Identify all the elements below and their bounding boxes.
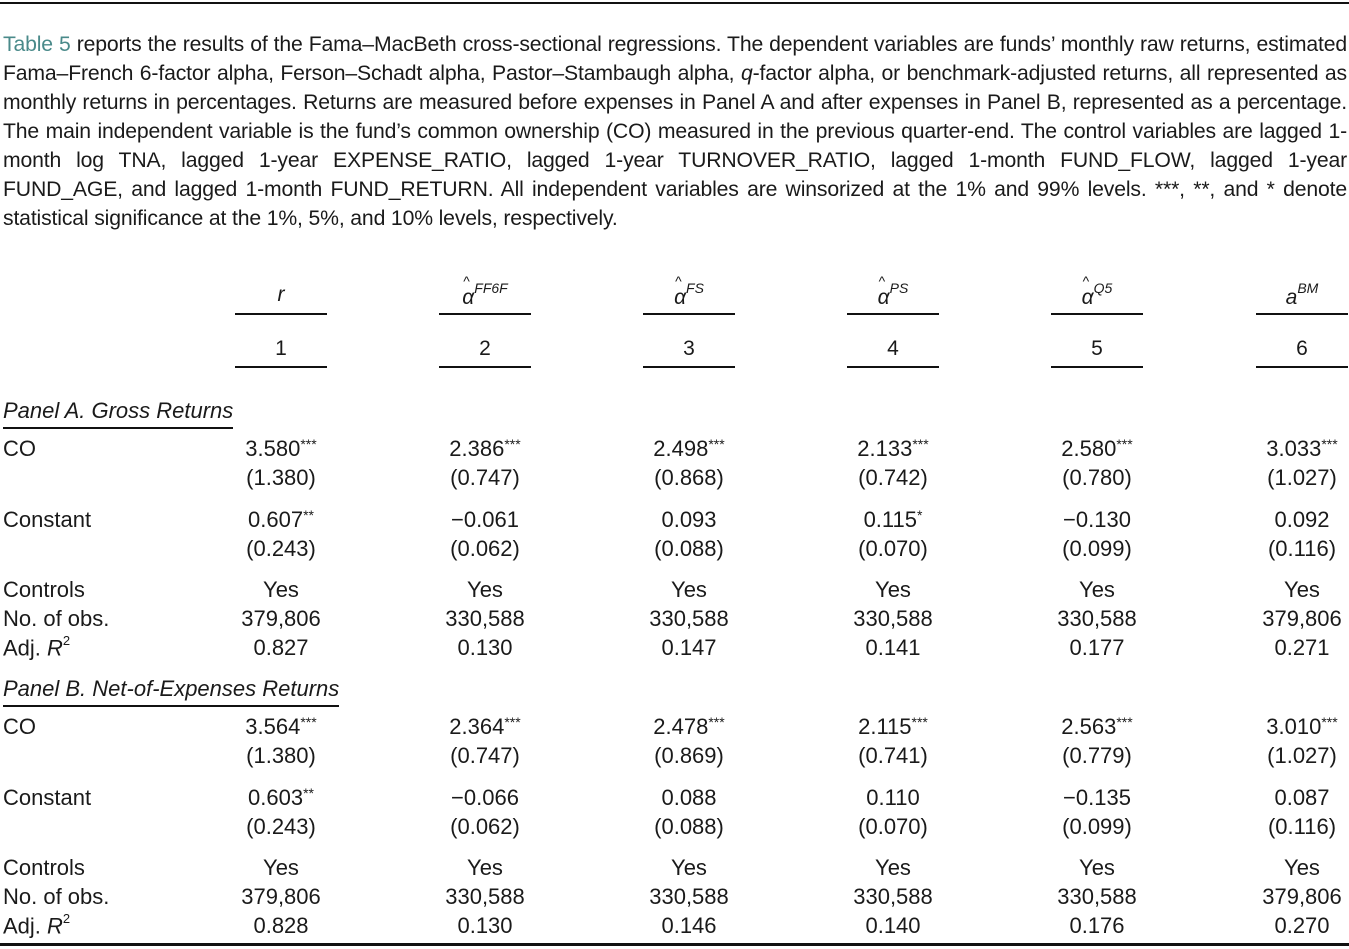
coefficient-value: 2.364 bbox=[449, 714, 505, 739]
significance-stars: *** bbox=[504, 436, 521, 452]
obs-cell: 330,588 bbox=[445, 606, 525, 631]
coefficient-cell bbox=[619, 436, 759, 462]
standard-error-cell: (0.116) bbox=[1267, 536, 1337, 561]
standard-error-cell: (0.243) bbox=[246, 536, 316, 561]
row-label-controls: Controls bbox=[3, 855, 85, 880]
coefficient-cell bbox=[619, 507, 759, 533]
controls-cell: Yes bbox=[1079, 577, 1115, 602]
standard-error-cell: (1.380) bbox=[246, 465, 316, 490]
coefficient-cell bbox=[619, 714, 759, 740]
coefficient-cell bbox=[415, 714, 555, 740]
row-label-controls: Controls bbox=[3, 577, 85, 602]
coefficient-value: −0.061 bbox=[451, 507, 519, 532]
obs-cell: 379,806 bbox=[241, 884, 321, 909]
standard-error-cell: (0.780) bbox=[1062, 465, 1132, 490]
row-label-constant: Constant bbox=[3, 785, 92, 810]
significance-stars: *** bbox=[300, 714, 317, 730]
standard-error-cell: (0.070) bbox=[858, 536, 928, 561]
controls-cell: Yes bbox=[467, 855, 503, 880]
controls-cell: Yes bbox=[1284, 577, 1320, 602]
significance-stars: ** bbox=[303, 507, 314, 523]
column-number-rule bbox=[235, 366, 327, 368]
standard-error-cell: (1.027) bbox=[1267, 465, 1337, 490]
coefficient-value: 2.498 bbox=[653, 436, 709, 461]
coefficient-value: 0.087 bbox=[1274, 785, 1330, 810]
obs-cell: 330,588 bbox=[1057, 884, 1137, 909]
column-superscript: FS bbox=[686, 280, 704, 296]
adjr2-cell: 0.828 bbox=[253, 913, 309, 938]
column-number-5: 5 bbox=[1091, 337, 1103, 360]
coefficient-value: 0.093 bbox=[661, 507, 717, 532]
standard-error-cell: (0.741) bbox=[858, 743, 928, 768]
coefficient-cell bbox=[211, 785, 351, 811]
column-superscript: PS bbox=[889, 280, 909, 296]
coefficient-cell bbox=[415, 507, 555, 533]
adj-label: Adj. bbox=[3, 635, 48, 661]
coefficient-value: 2.580 bbox=[1061, 436, 1117, 461]
coefficient-value: 2.386 bbox=[449, 436, 505, 461]
column-header-1 bbox=[235, 283, 327, 307]
standard-error-cell: (0.099) bbox=[1062, 536, 1132, 561]
row-label-adjr2 bbox=[3, 635, 70, 661]
coefficient-cell bbox=[1027, 785, 1167, 811]
coefficient-cell bbox=[211, 436, 351, 462]
caption-text-1: reports the results of the Fama–MacBeth cross-sectional regressions. The dependent variables are funds’ monthly raw returns, estimated Fama–French 6-factor alpha, Ferson–Schadt alpha, Pastor–Stambaugh alpha, bbox=[3, 33, 1347, 85]
coefficient-cell bbox=[619, 785, 759, 811]
adjr2-cell: 0.176 bbox=[1069, 913, 1125, 938]
column-number-1: 1 bbox=[275, 337, 287, 360]
significance-stars: *** bbox=[1321, 714, 1338, 730]
adjr2-cell: 0.146 bbox=[661, 913, 717, 938]
column-symbol: a bbox=[1285, 286, 1298, 309]
obs-cell: 330,588 bbox=[853, 884, 933, 909]
coefficient-value: −0.135 bbox=[1063, 785, 1131, 810]
coefficient-value: 3.033 bbox=[1266, 436, 1322, 461]
column-superscript: Q5 bbox=[1093, 280, 1113, 296]
controls-cell: Yes bbox=[467, 577, 503, 602]
panel-title: Panel B. Net-of-Expenses Returns bbox=[3, 676, 339, 707]
adjr2-cell: 0.271 bbox=[1274, 635, 1330, 660]
standard-error-cell: (0.116) bbox=[1267, 814, 1337, 839]
column-number-rule bbox=[643, 366, 735, 368]
standard-error-cell: (0.742) bbox=[858, 465, 928, 490]
r-superscript: 2 bbox=[62, 633, 71, 648]
column-header-5 bbox=[1051, 280, 1143, 310]
significance-stars: *** bbox=[300, 436, 317, 452]
significance-stars: *** bbox=[1116, 436, 1133, 452]
adj-label: Adj. bbox=[3, 913, 48, 939]
column-symbol: r bbox=[277, 283, 285, 306]
significance-stars: *** bbox=[1321, 436, 1338, 452]
adjr2-cell: 0.140 bbox=[865, 913, 921, 938]
coefficient-cell bbox=[415, 785, 555, 811]
standard-error-cell: (1.027) bbox=[1267, 743, 1337, 768]
coefficient-cell bbox=[1027, 507, 1167, 533]
column-header-6 bbox=[1256, 280, 1348, 310]
panel-title: Panel A. Gross Returns bbox=[3, 398, 233, 429]
coefficient-value: 0.088 bbox=[661, 785, 717, 810]
standard-error-cell: (0.088) bbox=[654, 814, 724, 839]
caption-q-italic: q bbox=[740, 62, 753, 85]
significance-stars: *** bbox=[708, 436, 725, 452]
coefficient-cell bbox=[823, 436, 963, 462]
column-header-2 bbox=[439, 280, 531, 310]
significance-stars: *** bbox=[911, 714, 928, 730]
column-number-rule bbox=[439, 366, 531, 368]
adjr2-cell: 0.270 bbox=[1274, 913, 1330, 938]
row-label-co: CO bbox=[3, 436, 36, 461]
coefficient-value: 0.115 bbox=[863, 507, 917, 532]
coefficient-cell bbox=[823, 785, 963, 811]
obs-cell: 330,588 bbox=[649, 606, 729, 631]
coefficient-cell bbox=[1232, 436, 1349, 462]
controls-cell: Yes bbox=[671, 577, 707, 602]
coefficient-cell bbox=[1232, 785, 1349, 811]
coefficient-value: 0.603 bbox=[248, 785, 304, 810]
coefficient-cell bbox=[1232, 714, 1349, 740]
significance-stars: *** bbox=[1116, 714, 1133, 730]
column-header-rule bbox=[847, 313, 939, 315]
r-symbol: R bbox=[47, 913, 63, 939]
obs-cell: 379,806 bbox=[1262, 884, 1342, 909]
row-label-obs: No. of obs. bbox=[3, 884, 110, 909]
column-header-rule bbox=[1256, 313, 1348, 315]
column-number-rule bbox=[847, 366, 939, 368]
coefficient-value: 3.564 bbox=[245, 714, 301, 739]
column-number-rule bbox=[1256, 366, 1348, 368]
significance-stars: * bbox=[916, 507, 923, 523]
controls-cell: Yes bbox=[671, 855, 707, 880]
obs-cell: 330,588 bbox=[445, 884, 525, 909]
standard-error-cell: (0.747) bbox=[450, 743, 520, 768]
controls-cell: Yes bbox=[1079, 855, 1115, 880]
coefficient-cell bbox=[211, 714, 351, 740]
column-superscript: BM bbox=[1297, 280, 1319, 296]
obs-cell: 379,806 bbox=[241, 606, 321, 631]
adjr2-cell: 0.827 bbox=[253, 635, 309, 660]
standard-error-cell: (0.062) bbox=[450, 536, 520, 561]
column-symbol: ^ α bbox=[878, 286, 890, 310]
coefficient-cell bbox=[823, 507, 963, 533]
column-header-rule bbox=[1051, 313, 1143, 315]
coefficient-value: 3.010 bbox=[1266, 714, 1322, 739]
column-header-rule bbox=[235, 313, 327, 315]
adjr2-cell: 0.147 bbox=[661, 635, 717, 660]
coefficient-value: 2.133 bbox=[857, 436, 913, 461]
significance-stars: *** bbox=[504, 714, 521, 730]
coefficient-value: 0.607 bbox=[248, 507, 304, 532]
row-label-adjr2 bbox=[3, 913, 70, 939]
column-superscript: FF6F bbox=[474, 280, 508, 296]
standard-error-cell: (0.099) bbox=[1062, 814, 1132, 839]
standard-error-cell: (0.070) bbox=[858, 814, 928, 839]
standard-error-cell: (0.747) bbox=[450, 465, 520, 490]
coefficient-cell bbox=[211, 507, 351, 533]
obs-cell: 379,806 bbox=[1262, 606, 1342, 631]
adjr2-cell: 0.177 bbox=[1069, 635, 1125, 660]
standard-error-cell: (0.062) bbox=[450, 814, 520, 839]
top-rule bbox=[0, 2, 1349, 4]
coefficient-cell bbox=[1027, 714, 1167, 740]
coefficient-value: 3.580 bbox=[245, 436, 301, 461]
coefficient-value: −0.130 bbox=[1063, 507, 1131, 532]
table-5-link[interactable]: Table 5 bbox=[3, 33, 71, 56]
adjr2-cell: 0.141 bbox=[865, 635, 921, 660]
controls-cell: Yes bbox=[1284, 855, 1320, 880]
table-caption bbox=[3, 30, 1347, 233]
column-number-2: 2 bbox=[479, 337, 491, 360]
coefficient-value: 2.563 bbox=[1061, 714, 1117, 739]
standard-error-cell: (0.779) bbox=[1062, 743, 1132, 768]
column-symbol: ^ α bbox=[1082, 286, 1094, 310]
column-symbol: ^ α bbox=[674, 286, 686, 310]
controls-cell: Yes bbox=[875, 855, 911, 880]
standard-error-cell: (0.243) bbox=[246, 814, 316, 839]
standard-error-cell: (0.869) bbox=[654, 743, 724, 768]
column-header-4 bbox=[847, 280, 939, 310]
row-label-constant: Constant bbox=[3, 507, 92, 532]
row-label-obs: No. of obs. bbox=[3, 606, 110, 631]
adjr2-cell: 0.130 bbox=[457, 635, 513, 660]
obs-cell: 330,588 bbox=[1057, 606, 1137, 631]
coefficient-cell bbox=[823, 714, 963, 740]
coefficient-cell bbox=[415, 436, 555, 462]
column-header-3 bbox=[643, 280, 735, 310]
row-label-co: CO bbox=[3, 714, 36, 739]
controls-cell: Yes bbox=[875, 577, 911, 602]
column-number-6: 6 bbox=[1296, 337, 1308, 360]
significance-stars: *** bbox=[708, 714, 725, 730]
coefficient-value: 2.115 bbox=[858, 714, 912, 739]
standard-error-cell: (0.868) bbox=[654, 465, 724, 490]
significance-stars: ** bbox=[303, 785, 314, 801]
controls-cell: Yes bbox=[263, 855, 299, 880]
obs-cell: 330,588 bbox=[649, 884, 729, 909]
column-number-rule bbox=[1051, 366, 1143, 368]
controls-cell: Yes bbox=[263, 577, 299, 602]
adjr2-cell: 0.130 bbox=[457, 913, 513, 938]
column-number-4: 4 bbox=[887, 337, 899, 360]
significance-stars: *** bbox=[912, 436, 929, 452]
column-number-3: 3 bbox=[683, 337, 695, 360]
coefficient-cell bbox=[1027, 436, 1167, 462]
column-header-rule bbox=[643, 313, 735, 315]
r-superscript: 2 bbox=[62, 911, 71, 926]
coefficient-value: −0.066 bbox=[451, 785, 519, 810]
coefficient-value: 0.110 bbox=[866, 785, 920, 810]
caption-text-2: -factor alpha, or benchmark-adjusted returns, all represented as monthly returns in percentages. Returns are measured before expenses in Panel A and after expenses in Panel B, represented as a percentage. The main independent variable is the fund’s common ownership (CO) measured in the previous quarter-end. The control variables are lagged 1-month log TNA, lagged 1-year EXPENSE_RATIO, lagged 1-year TURNOVER_RATIO, lagged 1-month FUND_FLOW, lagged 1-year FUND_AGE, and lagged 1-month FUND_RETURN. All independent variables are winsorized at the 1% and 99% levels. ***, **, and * denote statistical significance at the 1%, 5%, and 10% levels, respectively. bbox=[3, 62, 1348, 230]
column-header-rule bbox=[439, 313, 531, 315]
r-symbol: R bbox=[47, 635, 63, 661]
bottom-rule bbox=[0, 943, 1349, 946]
standard-error-cell: (0.088) bbox=[654, 536, 724, 561]
column-symbol: ^ α bbox=[462, 286, 474, 310]
standard-error-cell: (1.380) bbox=[246, 743, 316, 768]
obs-cell: 330,588 bbox=[853, 606, 933, 631]
coefficient-value: 2.478 bbox=[653, 714, 709, 739]
coefficient-cell bbox=[1232, 507, 1349, 533]
coefficient-value: 0.092 bbox=[1274, 507, 1330, 532]
